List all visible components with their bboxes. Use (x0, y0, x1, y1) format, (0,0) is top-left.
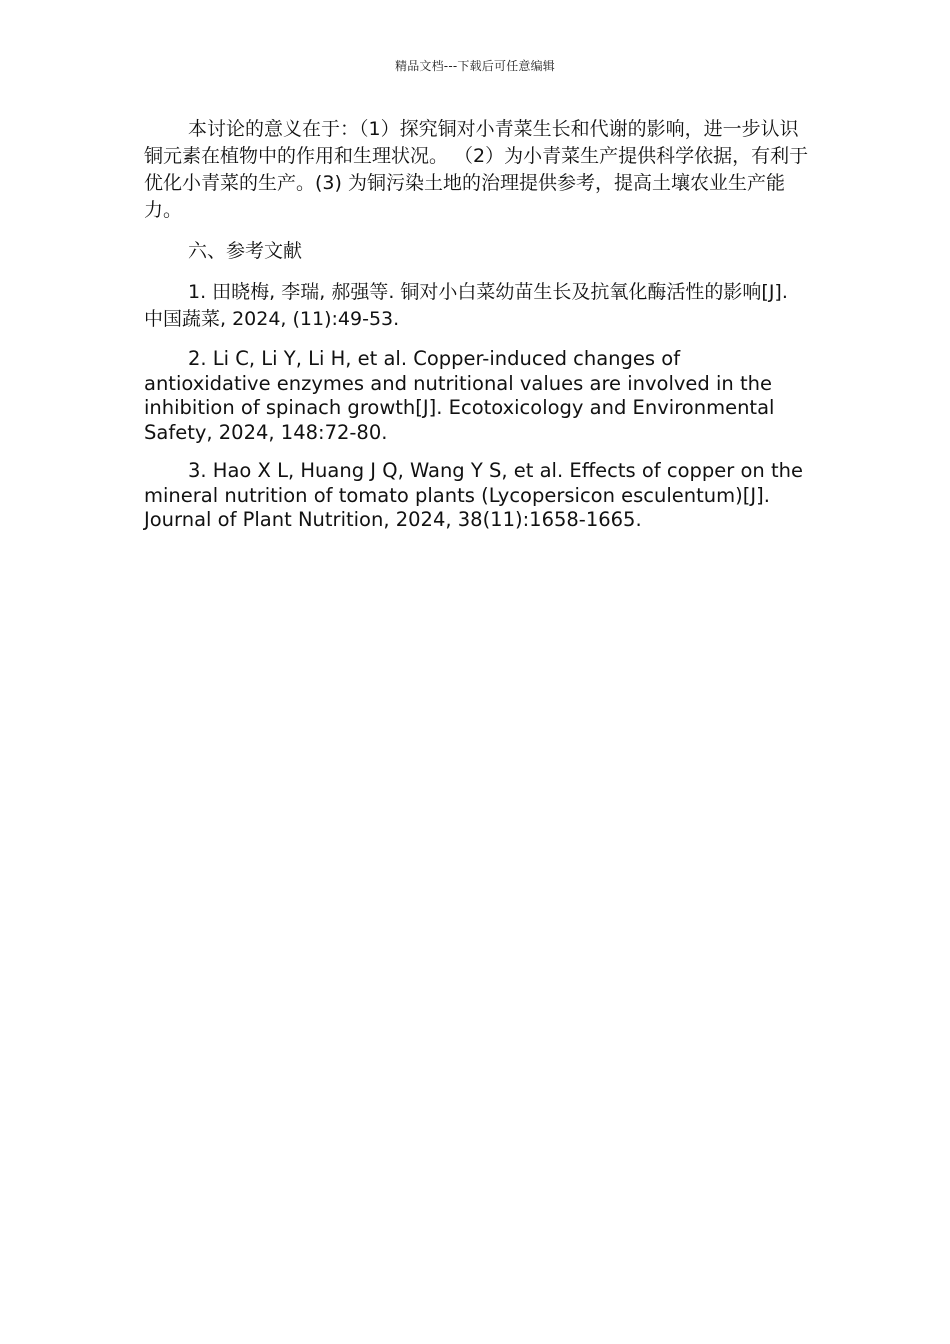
reference-item-1: 1. 田晓梅, 李瑞, 郝强等. 铜对小白菜幼苗生长及抗氧化酶活性的影响[J]. 中国蔬菜, 2024, (11):49-53. (144, 281, 788, 330)
significance-paragraph: 本讨论的意义在于：（1）探究铜对小青菜生长和代谢的影响，进一步认识铜元素在植物中的作用和生理状况。 （2）为小青菜生产提供科学依据，有利于优化小青菜的生产。(3) 为铜污染土地的治理提供参考，提高土壤农业生产能力。 (144, 118, 809, 221)
reference-item-3: 3. Hao X L, Huang J Q, Wang Y S, et al. Effects of copper on the mineral nutrition of tomato plants (Lycopersicon esculentum)[J]. Journal of Plant Nutrition, 2024, 38(11):1658-1665. (144, 459, 803, 531)
page-header: 精品文档---下载后可任意编辑 (395, 59, 555, 73)
document-body (144, 116, 810, 547)
references-heading: 六、参考文献 (188, 240, 303, 262)
reference-item-2: 2. Li C, Li Y, Li H, et al. Copper-induced changes of antioxidative enzymes and nutritional values are involved in the inhibition of spinach growth[J]. Ecotoxicology and Environmental Safety, 2024, 148:72-80. (144, 347, 775, 444)
